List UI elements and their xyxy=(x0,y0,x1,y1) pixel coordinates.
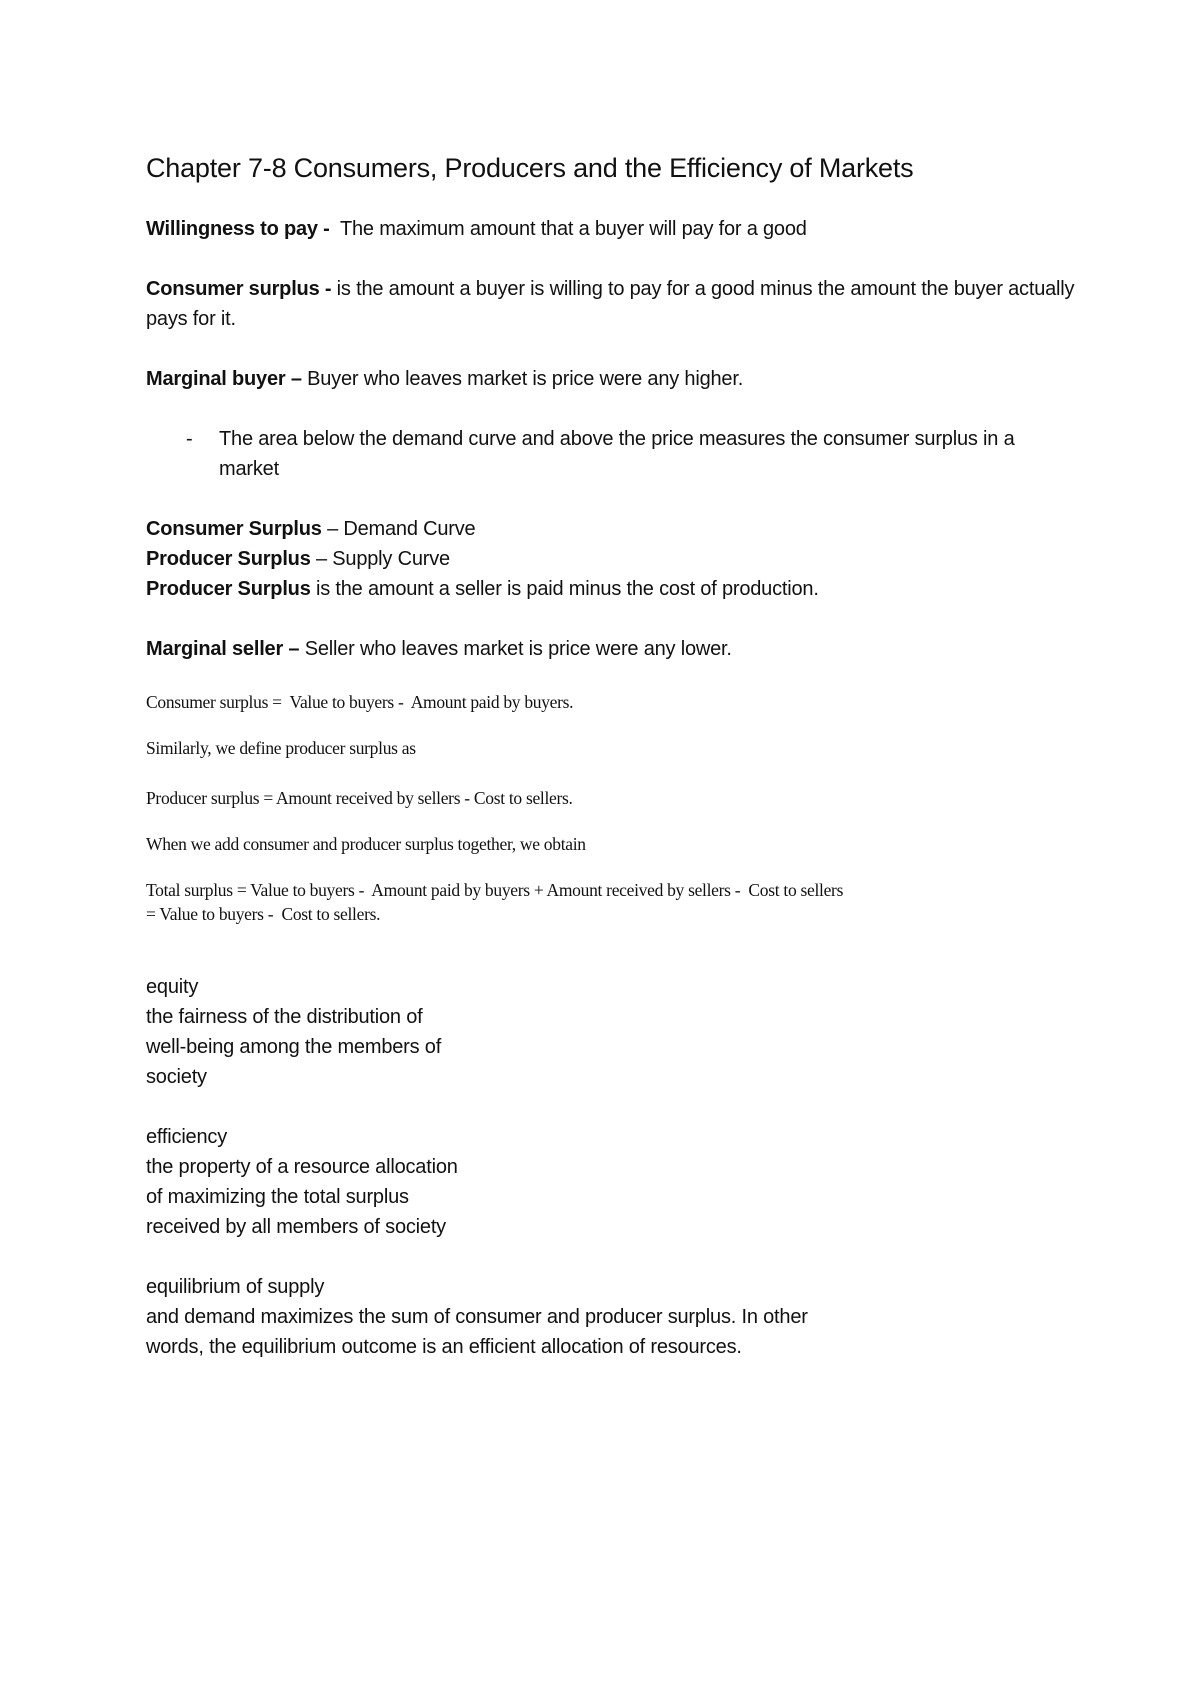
similarly-text: Similarly, we define producer surplus as xyxy=(146,738,416,758)
text-supply-curve: – Supply Curve xyxy=(310,548,450,570)
equity-line: the fairness of the distribution of xyxy=(146,1006,423,1028)
term-marginal-buyer: Marginal buyer – xyxy=(146,368,302,390)
producer-surplus-curve-line xyxy=(146,544,1076,574)
list-item-text: The area below the demand curve and above the price measures the consumer surplus in a market xyxy=(219,428,1015,480)
text-consumer-surplus: is the amount a buyer is willing to pay for a good minus the amount the buyer actually pays for it. xyxy=(146,278,1075,330)
text-demand-curve: – Demand Curve xyxy=(321,518,476,540)
efficiency-term: efficiency xyxy=(146,1126,228,1148)
text-marginal-seller: Seller who leaves market is price were any lower. xyxy=(299,638,732,660)
document-content xyxy=(146,148,1076,1392)
chapter-title: Chapter 7-8 Consumers, Producers and the Efficiency of Markets xyxy=(146,153,914,183)
text-producer-surplus: is the amount a seller is paid minus the cost of production. xyxy=(310,578,819,600)
equilibrium-term: equilibrium of supply xyxy=(146,1276,325,1298)
equity-term: equity xyxy=(146,976,199,998)
equilibrium-line: and demand maximizes the sum of consumer and producer surplus. In other xyxy=(146,1306,808,1328)
term-marginal-seller: Marginal seller – xyxy=(146,638,300,660)
term-consumer-surplus-curve: Consumer Surplus xyxy=(146,518,322,540)
text-willingness-to-pay: The maximum amount that a buyer will pay for a good xyxy=(329,218,807,240)
definition-marginal-seller xyxy=(146,634,1076,664)
term-willingness-to-pay: Willingness to pay - xyxy=(146,218,330,240)
text-marginal-buyer: Buyer who leaves market is price were any higher. xyxy=(301,368,744,390)
equity-line: society xyxy=(146,1066,207,1088)
efficiency-definition xyxy=(146,1122,1076,1242)
definition-marginal-buyer xyxy=(146,364,1076,394)
dash-marker: - xyxy=(186,428,193,450)
equilibrium-line: words, the equilibrium outcome is an efficient allocation of resources. xyxy=(146,1336,742,1358)
equilibrium-definition xyxy=(146,1272,1076,1362)
when-add-text: When we add consumer and producer surplus together, we obtain xyxy=(146,834,586,854)
term-consumer-surplus: Consumer surplus - xyxy=(146,278,332,300)
consumer-surplus-curve-line xyxy=(146,514,1076,544)
term-producer-surplus: Producer Surplus xyxy=(146,578,311,600)
efficiency-line: of maximizing the total surplus xyxy=(146,1186,409,1208)
producer-surplus-formula: Producer surplus = Amount received by sellers - Cost to sellers. xyxy=(146,788,573,808)
list-item xyxy=(146,424,1076,484)
term-producer-surplus-curve: Producer Surplus xyxy=(146,548,311,570)
total-surplus-formula-line-2: = Value to buyers - Cost to sellers. xyxy=(146,904,381,924)
definition-willingness-to-pay xyxy=(146,214,1076,244)
total-surplus-formula-line-1: Total surplus = Value to buyers - Amount paid by buyers + Amount received by sellers - Cost to sellers xyxy=(146,880,844,900)
equity-definition xyxy=(146,972,1076,1092)
efficiency-line: received by all members of society xyxy=(146,1216,446,1238)
producer-surplus-definition-line xyxy=(146,574,1076,604)
consumer-surplus-formula: Consumer surplus = Value to buyers - Amount paid by buyers. xyxy=(146,692,574,712)
surplus-curves-block xyxy=(146,514,1076,604)
equity-line: well-being among the members of xyxy=(146,1036,442,1058)
efficiency-line: the property of a resource allocation xyxy=(146,1156,458,1178)
definition-consumer-surplus xyxy=(146,274,1076,334)
